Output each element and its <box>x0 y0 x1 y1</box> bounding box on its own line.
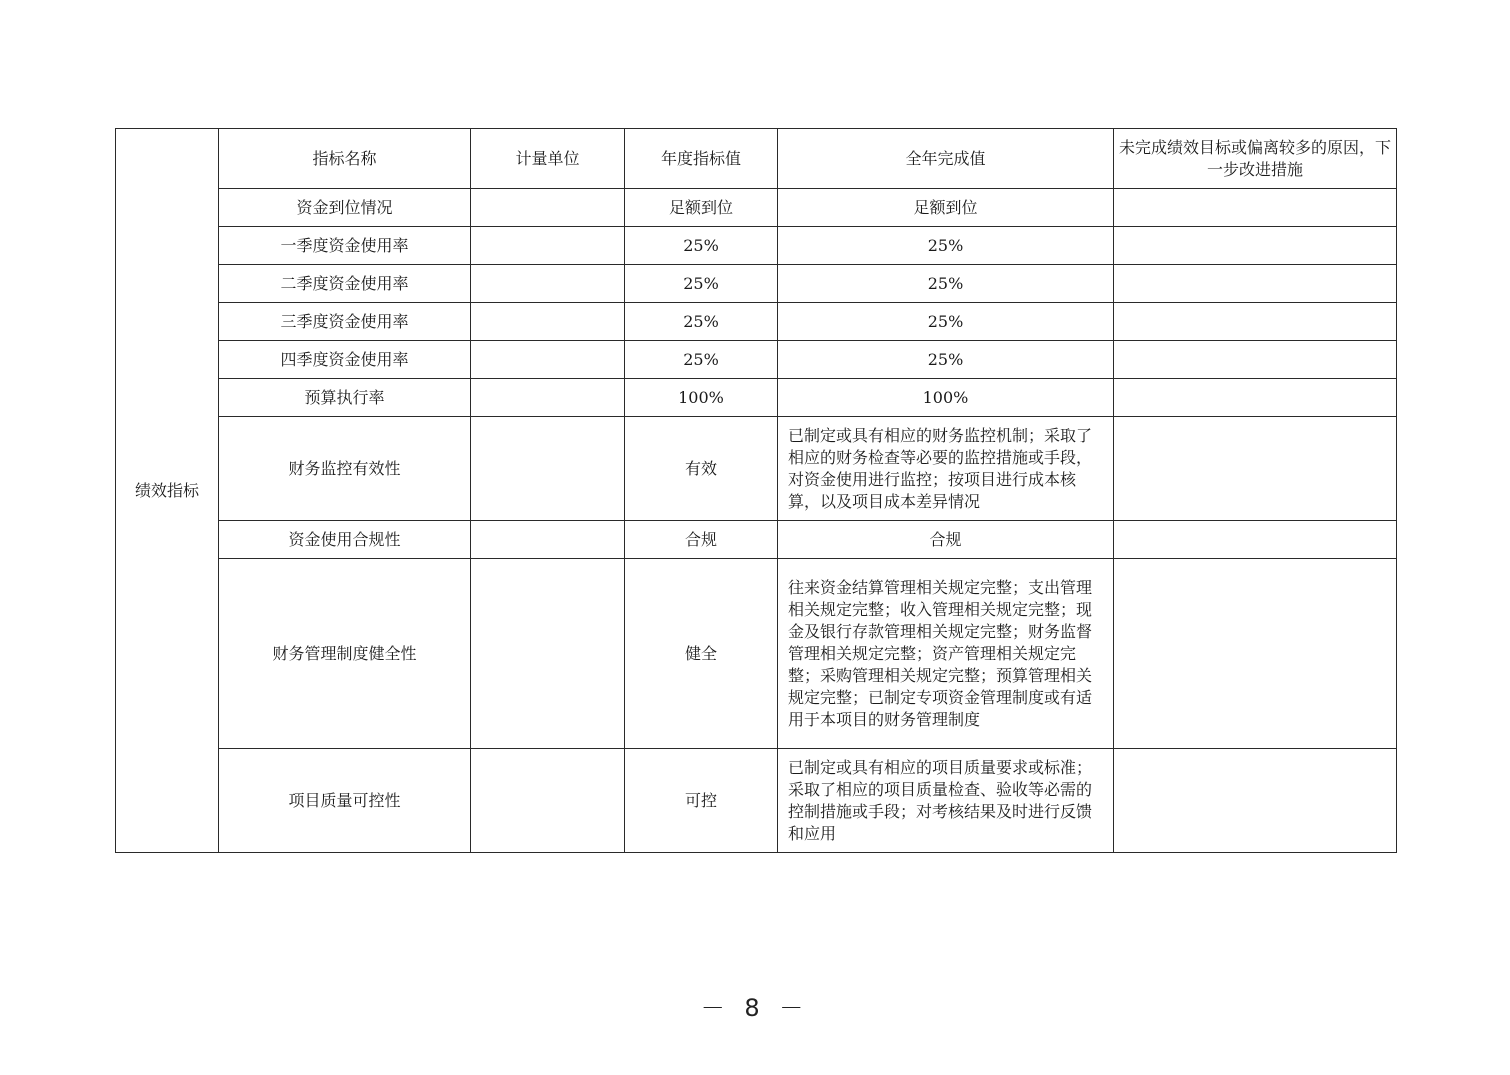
target-cell: 100% <box>625 379 778 417</box>
unit-cell <box>471 749 625 853</box>
actual-cell: 合规 <box>778 521 1114 559</box>
table-row <box>116 417 1397 521</box>
target-cell: 25% <box>625 265 778 303</box>
target-cell: 可控 <box>625 749 778 853</box>
unit-cell <box>471 189 625 227</box>
indicator-name: 三季度资金使用率 <box>219 303 471 341</box>
actual-cell: 100% <box>778 379 1114 417</box>
unit-cell <box>471 303 625 341</box>
header-reason: 未完成绩效目标或偏离较多的原因，下一步改进措施 <box>1114 129 1397 189</box>
reason-cell <box>1114 227 1397 265</box>
indicator-name: 财务监控有效性 <box>219 417 471 521</box>
page-number: － 8 － <box>700 994 810 1022</box>
unit-cell <box>471 559 625 749</box>
header-row <box>116 129 1397 189</box>
reason-cell <box>1114 379 1397 417</box>
actual-cell: 25% <box>778 303 1114 341</box>
unit-cell <box>471 417 625 521</box>
indicator-name: 财务管理制度健全性 <box>219 559 471 749</box>
table-row <box>116 341 1397 379</box>
actual-cell: 25% <box>778 265 1114 303</box>
reason-cell <box>1114 521 1397 559</box>
indicator-name: 二季度资金使用率 <box>219 265 471 303</box>
unit-cell <box>471 521 625 559</box>
header-unit: 计量单位 <box>471 129 625 189</box>
actual-cell: 足额到位 <box>778 189 1114 227</box>
unit-cell <box>471 341 625 379</box>
indicator-name: 资金使用合规性 <box>219 521 471 559</box>
indicator-name: 项目质量可控性 <box>219 749 471 853</box>
target-cell: 合规 <box>625 521 778 559</box>
table-row <box>116 227 1397 265</box>
indicator-name: 四季度资金使用率 <box>219 341 471 379</box>
target-cell: 足额到位 <box>625 189 778 227</box>
reason-cell <box>1114 749 1397 853</box>
reason-cell <box>1114 559 1397 749</box>
table-row <box>116 749 1397 853</box>
header-indicator-name: 指标名称 <box>219 129 471 189</box>
reason-cell <box>1114 303 1397 341</box>
actual-cell: 25% <box>778 227 1114 265</box>
header-annual-target: 年度指标值 <box>625 129 778 189</box>
reason-cell <box>1114 417 1397 521</box>
target-cell: 25% <box>625 303 778 341</box>
reason-cell <box>1114 341 1397 379</box>
indicator-name: 预算执行率 <box>219 379 471 417</box>
header-annual-actual: 全年完成值 <box>778 129 1114 189</box>
performance-indicator-table <box>115 128 1397 853</box>
table-row <box>116 379 1397 417</box>
indicator-name: 一季度资金使用率 <box>219 227 471 265</box>
actual-cell: 已制定或具有相应的项目质量要求或标准；采取了相应的项目质量检查、验收等必需的控制措施或手段；对考核结果及时进行反馈和应用 <box>778 749 1114 853</box>
table-row <box>116 265 1397 303</box>
target-cell: 健全 <box>625 559 778 749</box>
table-row <box>116 521 1397 559</box>
table-row <box>116 189 1397 227</box>
actual-cell: 往来资金结算管理相关规定完整；支出管理相关规定完整；收入管理相关规定完整；现金及银行存款管理相关规定完整；财务监督管理相关规定完整；资产管理相关规定完整；采购管理相关规定完整；预算管理相关规定完整；已制定专项资金管理制度或有适用于本项目的财务管理制度 <box>778 559 1114 749</box>
actual-cell: 25% <box>778 341 1114 379</box>
unit-cell <box>471 227 625 265</box>
actual-cell: 已制定或具有相应的财务监控机制；采取了相应的财务检查等必要的监控措施或手段，对资金使用进行监控；按项目进行成本核算，以及项目成本差异情况 <box>778 417 1114 521</box>
section-label: 绩效指标 <box>116 129 219 853</box>
unit-cell <box>471 379 625 417</box>
table-row <box>116 303 1397 341</box>
indicator-name: 资金到位情况 <box>219 189 471 227</box>
table-row <box>116 559 1397 749</box>
target-cell: 25% <box>625 341 778 379</box>
target-cell: 25% <box>625 227 778 265</box>
reason-cell <box>1114 189 1397 227</box>
unit-cell <box>471 265 625 303</box>
reason-cell <box>1114 265 1397 303</box>
target-cell: 有效 <box>625 417 778 521</box>
